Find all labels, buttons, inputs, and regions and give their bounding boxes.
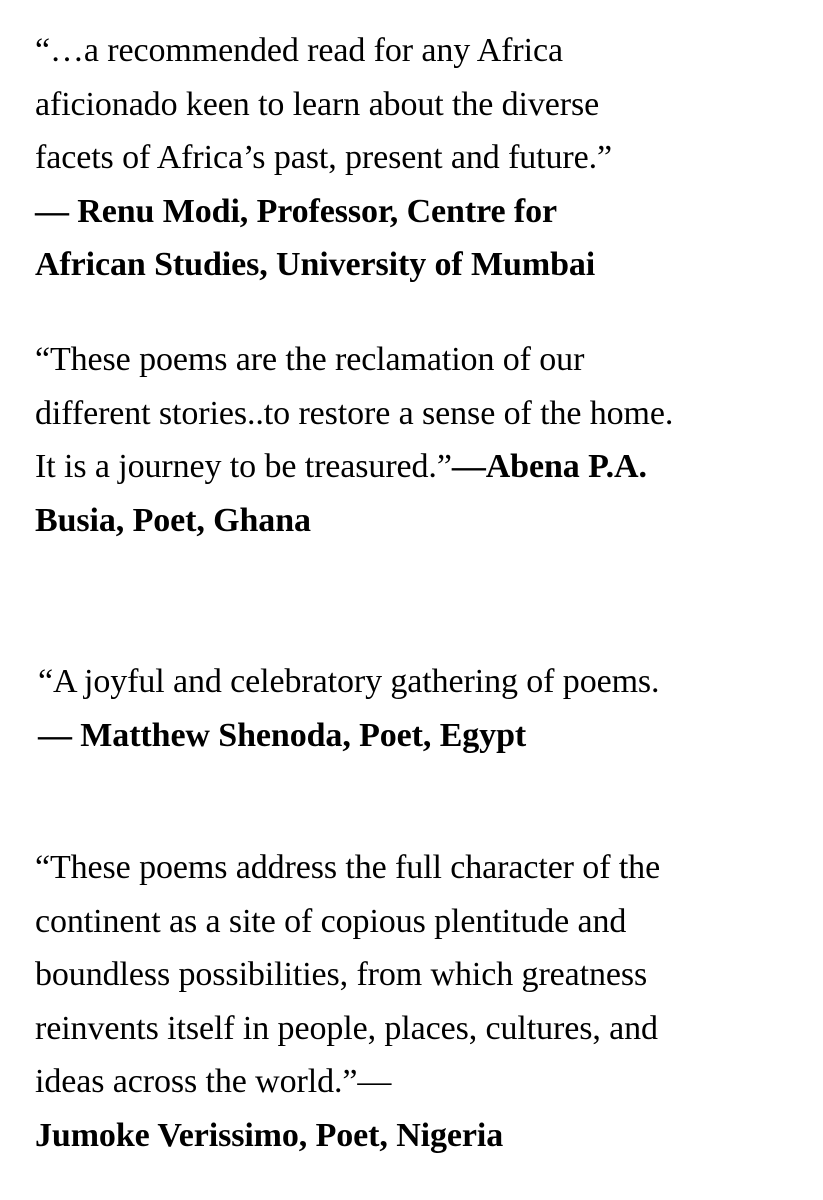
attribution-line: — Matthew Shenoda, Poet, Egypt — [38, 716, 527, 754]
attribution-line: Jumoke Verissimo, Poet, Nigeria — [35, 1116, 504, 1154]
attribution-fragment: —Abena P.A. — [451, 448, 647, 485]
quote-line: “A joyful and celebratory gathering of poems. — [38, 663, 660, 700]
quote-line: facets of Africa’s past, present and future.” — [35, 139, 613, 176]
quote-line: “These poems are the reclamation of our — [35, 341, 585, 378]
quote-line: “These poems address the full character of the — [35, 849, 661, 886]
blurb-abena-busia — [35, 333, 803, 547]
quote-line: boundless possibilities, from which greatness — [35, 956, 648, 993]
quote-line: “…a recommended read for any Africa — [35, 32, 563, 69]
blurb-jumoke-verissimo — [35, 841, 803, 1162]
attribution-line: — Renu Modi, Professor, Centre for — [35, 192, 557, 230]
blurb-matthew-shenoda — [38, 655, 803, 762]
quote-line: ideas across the world.”— — [35, 1063, 392, 1100]
mixed-line — [35, 440, 803, 494]
quote-line: different stories..to restore a sense of the home. — [35, 394, 674, 432]
quote-line: aficionado keen to learn about the diverse — [35, 85, 600, 123]
attribution-line: Busia, Poet, Ghana — [35, 501, 311, 539]
blurb-renu-modi — [35, 24, 803, 292]
attribution-line: African Studies, University of Mumbai — [35, 246, 596, 283]
quote-fragment: It is a journey to be treasured.” — [35, 448, 452, 485]
quote-line: continent as a site of copious plentitude and — [35, 902, 627, 940]
quote-line: reinvents itself in people, places, cultures, and — [35, 1009, 658, 1047]
